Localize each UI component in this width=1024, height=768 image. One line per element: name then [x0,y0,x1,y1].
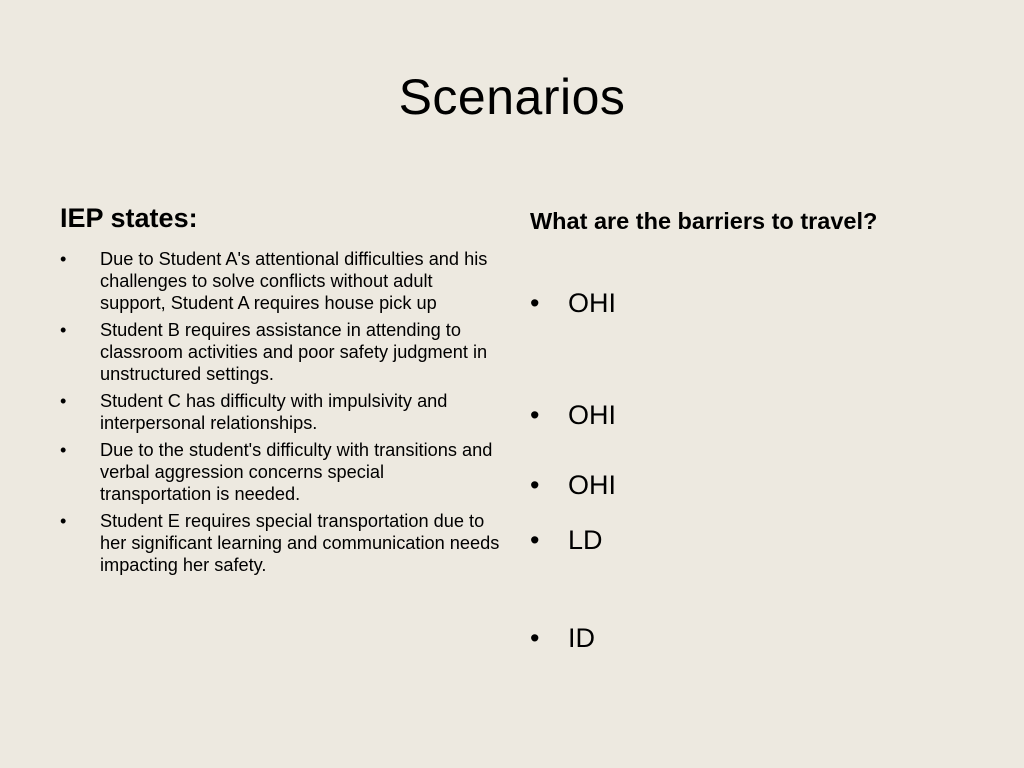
bullet-icon: • [60,249,67,269]
bullet-icon: • [60,440,67,460]
answer-item [530,286,616,320]
answer-item [530,398,616,432]
answer-text: OHI [568,288,617,318]
barriers-list [530,237,970,677]
bullet-icon: • [530,400,540,430]
answer-text: ID [568,623,595,653]
iep-states-list [60,248,500,576]
list-item [60,439,500,505]
list-item-text: Due to Student A's attentional difficulties and his challenges to solve conflicts without adult support, Student A requires house pick up [100,249,488,313]
answer-text: OHI [568,470,617,500]
list-item-text: Student B requires assistance in attending to classroom activities and poor safety judgment in unstructured settings. [100,320,488,384]
bullet-icon: • [530,623,540,653]
answer-item [530,468,616,502]
bullet-icon: • [60,391,67,411]
iep-states-column [60,200,500,581]
list-item [60,248,500,314]
list-item-text: Student E requires special transportation due to her significant learning and communication needs impacting her safety. [100,511,500,575]
answer-text: LD [568,525,603,555]
bullet-icon: • [60,511,67,531]
list-item [60,510,500,576]
answer-item [530,621,595,655]
answer-text: OHI [568,400,617,430]
list-item-text: Due to the student's difficulty with transitions and verbal aggression concerns special transportation is needed. [100,440,493,504]
slide-title: Scenarios [398,69,626,125]
bullet-icon: • [60,320,67,340]
list-item [60,319,500,385]
list-item-text: Student C has difficulty with impulsivity and interpersonal relationships. [100,391,448,433]
bullet-icon: • [530,525,540,555]
bullet-icon: • [530,470,540,500]
list-item [60,390,500,434]
barriers-column [530,205,970,677]
answer-item [530,523,603,557]
iep-states-heading: IEP states: [60,203,198,233]
bullet-icon: • [530,288,540,318]
barriers-heading: What are the barriers to travel? [530,208,878,234]
